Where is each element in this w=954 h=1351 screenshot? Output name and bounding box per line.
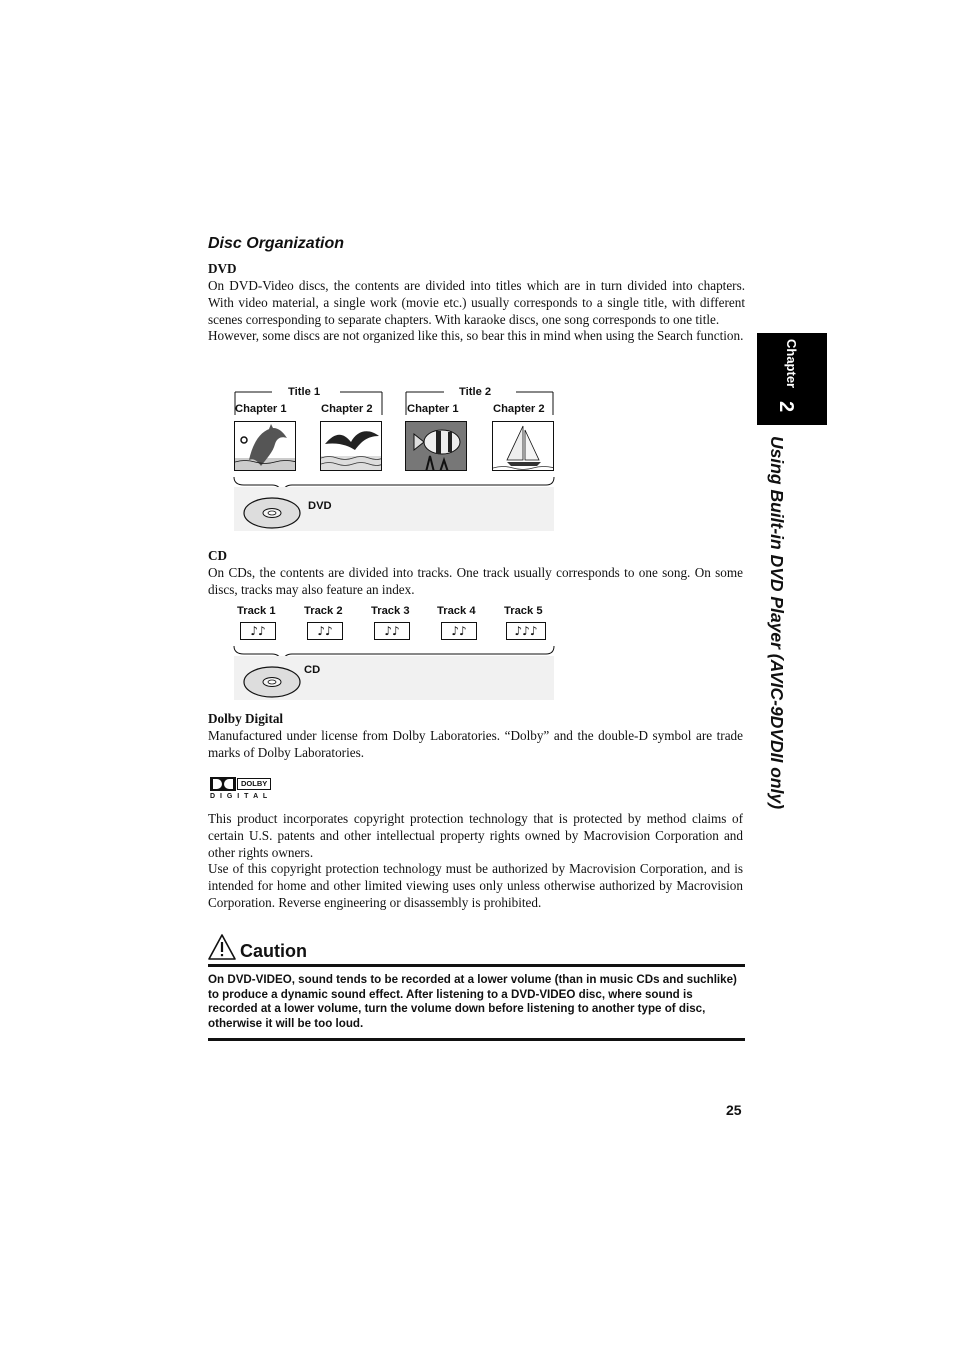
dolby-logo-sub: D I G I T A L [210,793,269,800]
track-label: Track 5 [504,605,543,617]
cd-disc-label: CD [304,664,321,676]
music-note-icon: ♪♪ [307,622,343,640]
caution-title: Caution [240,941,307,961]
dolphin-image [234,421,296,471]
dvd-heading: DVD [208,261,237,276]
cd-heading: CD [208,548,228,563]
cd-diagram-lines [230,603,560,703]
cd-text [208,565,743,599]
dvd-disc-label: DVD [308,500,332,512]
page-number: 25 [726,1102,742,1118]
warning-triangle-icon [207,933,237,961]
caution-text: On DVD-VIDEO, sound tends to be recorded at a lower volume (than in music CDs and suchlike) to produce a dynamic sound effect. After listening to a DVD-VIDEO disc, where sound is recorded at a lower volume, turn the volume down before listening to another type of disc, otherwise it will be too loud. [208,973,737,1030]
fish-image [405,421,467,471]
macrovision-text [208,811,743,912]
dolby-heading: Dolby Digital [208,711,284,726]
caution-body [208,973,745,1031]
music-note-icon: ♪♪ [441,622,477,640]
macrovision-paragraph-2: Use of this copyright protection technology must be authorized by Macrovision Corporation, and is intended for home and other limited viewing uses only unless otherwise authorized by Macrovision Corporation. Reverse engineering or disassembly is prohibited. [208,861,743,910]
music-note-icon: ♪♪♪ [506,622,546,640]
dvd-paragraph-1: On DVD-Video discs, the contents are divided into titles which are in turn divided into chapters. With video material, a single work (movie etc.) usually corresponds to a single title, with different scenes corresponding to separate chapters. With karaoke discs, one song corresponds to one title. [208,278,745,327]
dolby-text [208,728,743,762]
bird-image [320,421,382,471]
dolby-paragraph: Manufactured under license from Dolby Laboratories. “Dolby” and the double-D symbol are trade marks of Dolby Laboratories. [208,728,743,760]
section-title: Disc Organization [208,235,345,252]
chapter-label: Chapter 2 [321,403,373,415]
macrovision-paragraph-1: This product incorporates copyright protection technology that is protected by method claims of certain U.S. patents and other intellectual property rights owned by Macrovision Corporation and other rights owners. [208,811,743,860]
music-note-icon: ♪♪ [374,622,410,640]
dolby-logo-word: DOLBY [237,778,271,790]
track-label: Track 4 [437,605,476,617]
dvd-text [208,278,745,345]
chapter-tab [757,333,827,425]
sailboat-image [492,421,554,471]
dvd-diagram [230,383,560,533]
music-note-icon: ♪♪ [240,622,276,640]
chapter-label: Chapter 2 [493,403,545,415]
title-1-label: Title 1 [288,386,321,398]
side-chapter-title: Using Built-in DVD Player (AVIC-9DVDII only) [767,436,787,810]
cd-paragraph: On CDs, the contents are divided into tracks. One track usually corresponds to one song. On some discs, tracks may also feature an index. [208,565,743,597]
track-label: Track 2 [304,605,343,617]
dvd-paragraph-2: However, some discs are not organized like this, so bear this in mind when using the Search function. [208,328,744,344]
chapter-tab-number: 2 [775,401,797,413]
cd-diagram [230,603,560,703]
double-d-icon [210,777,236,793]
caution-top-rule [208,964,745,967]
chapter-tab-word: Chapter [784,339,799,389]
dolby-digital-logo [208,776,278,802]
title-2-label: Title 2 [459,386,492,398]
chapter-label: Chapter 1 [235,403,287,415]
track-label: Track 3 [371,605,410,617]
caution-bottom-rule [208,1038,745,1041]
chapter-label: Chapter 1 [407,403,459,415]
track-label: Track 1 [237,605,276,617]
